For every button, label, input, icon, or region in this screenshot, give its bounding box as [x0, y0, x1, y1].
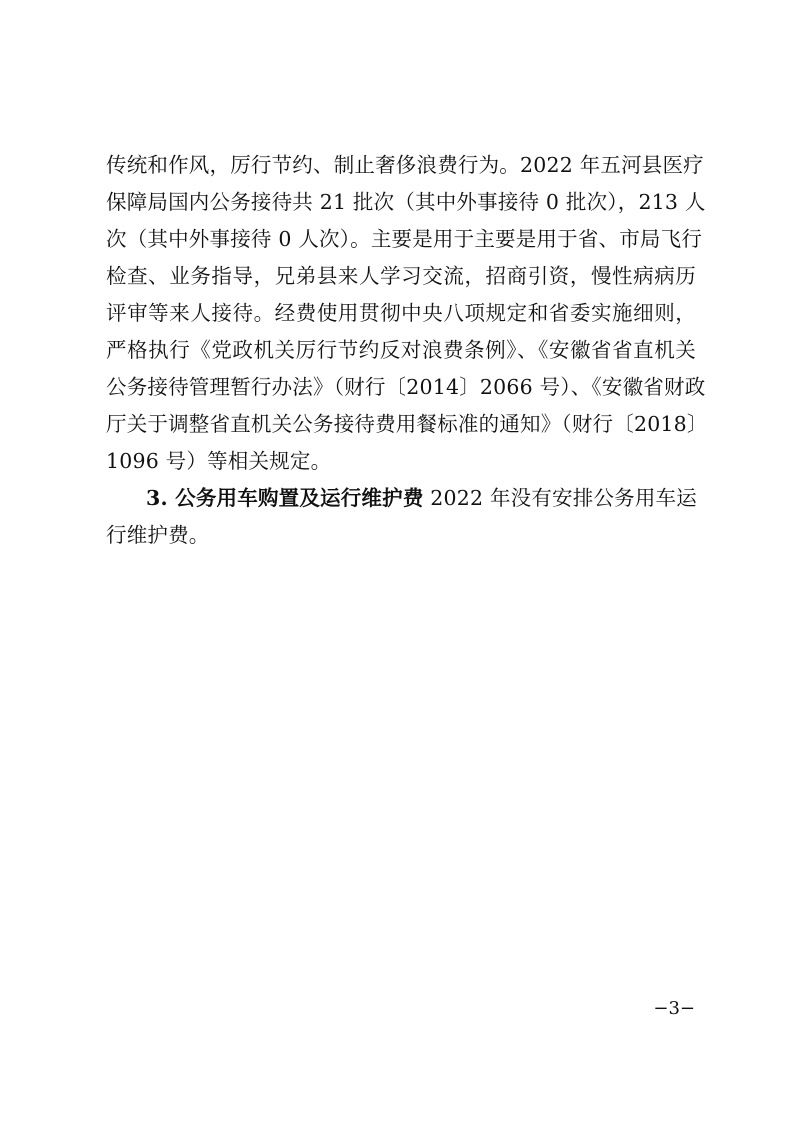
paragraph1-line-1: 传统和作风，厉行节约、制止奢侈浪费行为。2022 年五河县医疗 [106, 153, 704, 177]
paragraph1-line-7: 公务接待管理暂行办法》（财行〔2014〕2066 号）、《安徽省财政 [106, 375, 706, 399]
paragraph2-line-2: 行维护费。 [106, 523, 210, 547]
page-number: −3− [653, 998, 695, 1019]
body-text [106, 147, 708, 554]
paragraph1-line-4: 检查、业务指导，兄弟县来人学习交流，招商引资，慢性病病历 [106, 264, 696, 288]
paragraph1-line-9: 1096 号）等相关规定。 [106, 449, 332, 473]
paragraph1-line-3: 次（其中外事接待 0 人次）。主要是用于主要是用于省、市局飞行 [106, 227, 703, 251]
paragraph1-line-8: 厅关于调整省直机关公务接待费用餐标准的通知》（财行〔2018〕 [106, 412, 708, 436]
paragraph2-line-1 [106, 480, 696, 517]
paragraph2-text: 2022 年没有安排公务用车运 [423, 486, 697, 510]
paragraph1-line-5: 评审等来人接待。经费使用贯彻中央八项规定和省委实施细则， [106, 301, 696, 325]
paragraph1-line-6: 严格执行《党政机关厉行节约反对浪费条例》、《安徽省省直机关 [106, 338, 696, 362]
section-heading: 3. 公务用车购置及运行维护费 [146, 486, 424, 510]
paragraph1-line-2: 保障局国内公务接待共 21 批次（其中外事接待 0 批次），213 人 [106, 190, 706, 214]
